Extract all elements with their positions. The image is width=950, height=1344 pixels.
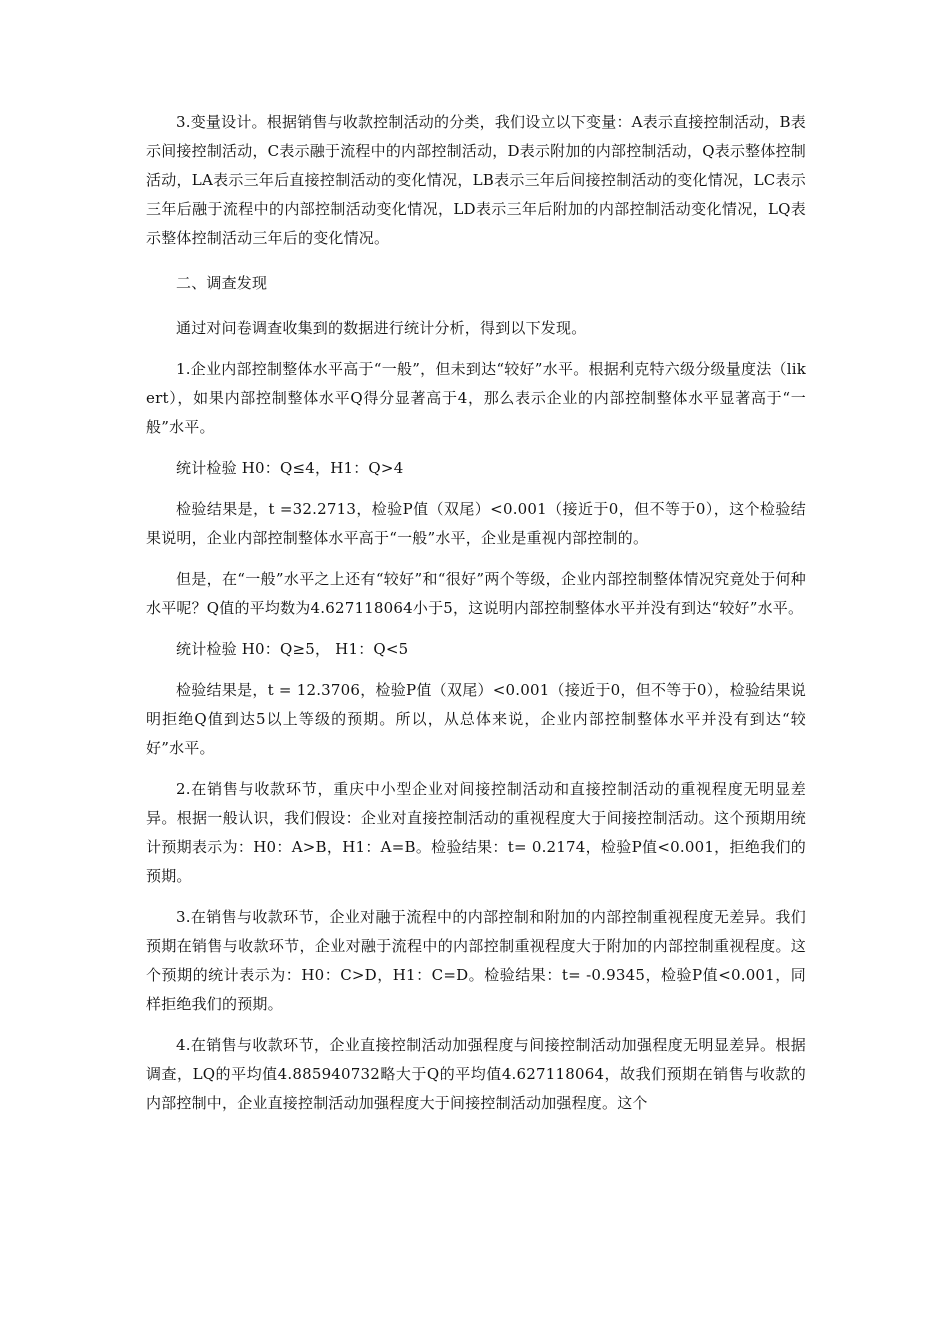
paragraph-finding-3: 3.在销售与收款环节，企业对融于流程中的内部控制和附加的内部控制重视程度无差异。我们预期在销售与收款环节，企业对融于流程中的内部控制重视程度大于附加的内部控制重视程度。这个预期的统计表示为：H0：C>D，H1：C=D。检验结果：t= -0.9345，检验P值<0.001，同样拒绝我们的预期。 [146, 908, 806, 1013]
document-body [146, 108, 806, 1130]
paragraph-intro: 通过对问卷调查收集到的数据进行统计分析，得到以下发现。 [176, 319, 587, 337]
paragraph-question: 但是，在“一般”水平之上还有“较好”和“很好”两个等级，企业内部控制整体情况究竟处于何种水平呢？Q值的平均数为4.627118064小于5，这说明内部控制整体水平并没有到达“较好”水平。 [146, 570, 806, 617]
paragraph-hypothesis-1: 统计检验 H0：Q≤4，H1：Q>4 [176, 459, 404, 477]
paragraph-finding-4: 4.在销售与收款环节，企业直接控制活动加强程度与间接控制活动加强程度无明显差异。根据调查，LQ的平均值4.885940732略大于Q的平均值4.627118064，故我们预期在销售与收款的内部控制中，企业直接控制活动加强程度大于间接控制活动加强程度。这个 [146, 1036, 806, 1112]
paragraph-finding-2: 2.在销售与收款环节，重庆中小型企业对间接控制活动和直接控制活动的重视程度无明显差异。根据一般认识，我们假设：企业对直接控制活动的重视程度大于间接控制活动。这个预期用统计预期表示为：H0：A>B，H1：A=B。检验结果：t= 0.2174，检验P值<0.001，拒绝我们的预期。 [146, 780, 806, 885]
paragraph-result-1: 检验结果是，t =32.2713，检验P值（双尾）<0.001（接近于0，但不等于0），这个检验结果说明，企业内部控制整体水平高于“一般”水平，企业是重视内部控制的。 [146, 500, 806, 547]
paragraph-finding-1: 1.企业内部控制整体水平高于“一般”，但未到达“较好”水平。根据利克特六级分级量度法（likert），如果内部控制整体水平Q得分显著高于4，那么表示企业的内部控制整体水平显著高于“一般”水平。 [146, 360, 806, 436]
paragraph-hypothesis-2: 统计检验 H0：Q≥5， H1：Q<5 [176, 640, 409, 658]
paragraph-variable-design: 3.变量设计。根据销售与收款控制活动的分类，我们设立以下变量：A表示直接控制活动，B表示间接控制活动，C表示融于流程中的内部控制活动，D表示附加的内部控制活动，Q表示整体控制活动，LA表示三年后直接控制活动的变化情况，LB表示三年后间接控制活动的变化情况，LC表示三年后融于流程中的内部控制活动变化情况，LD表示三年后附加的内部控制活动变化情况，LQ表示整体控制活动三年后的变化情况。 [146, 113, 806, 247]
paragraph-result-2: 检验结果是，t = 12.3706，检验P值（双尾）<0.001（接近于0，但不等于0），检验结果说明拒绝Q值到达5以上等级的预期。所以，从总体来说，企业内部控制整体水平并没有到达“较好”水平。 [146, 681, 806, 757]
section-heading-findings: 二、调查发现 [176, 274, 268, 292]
